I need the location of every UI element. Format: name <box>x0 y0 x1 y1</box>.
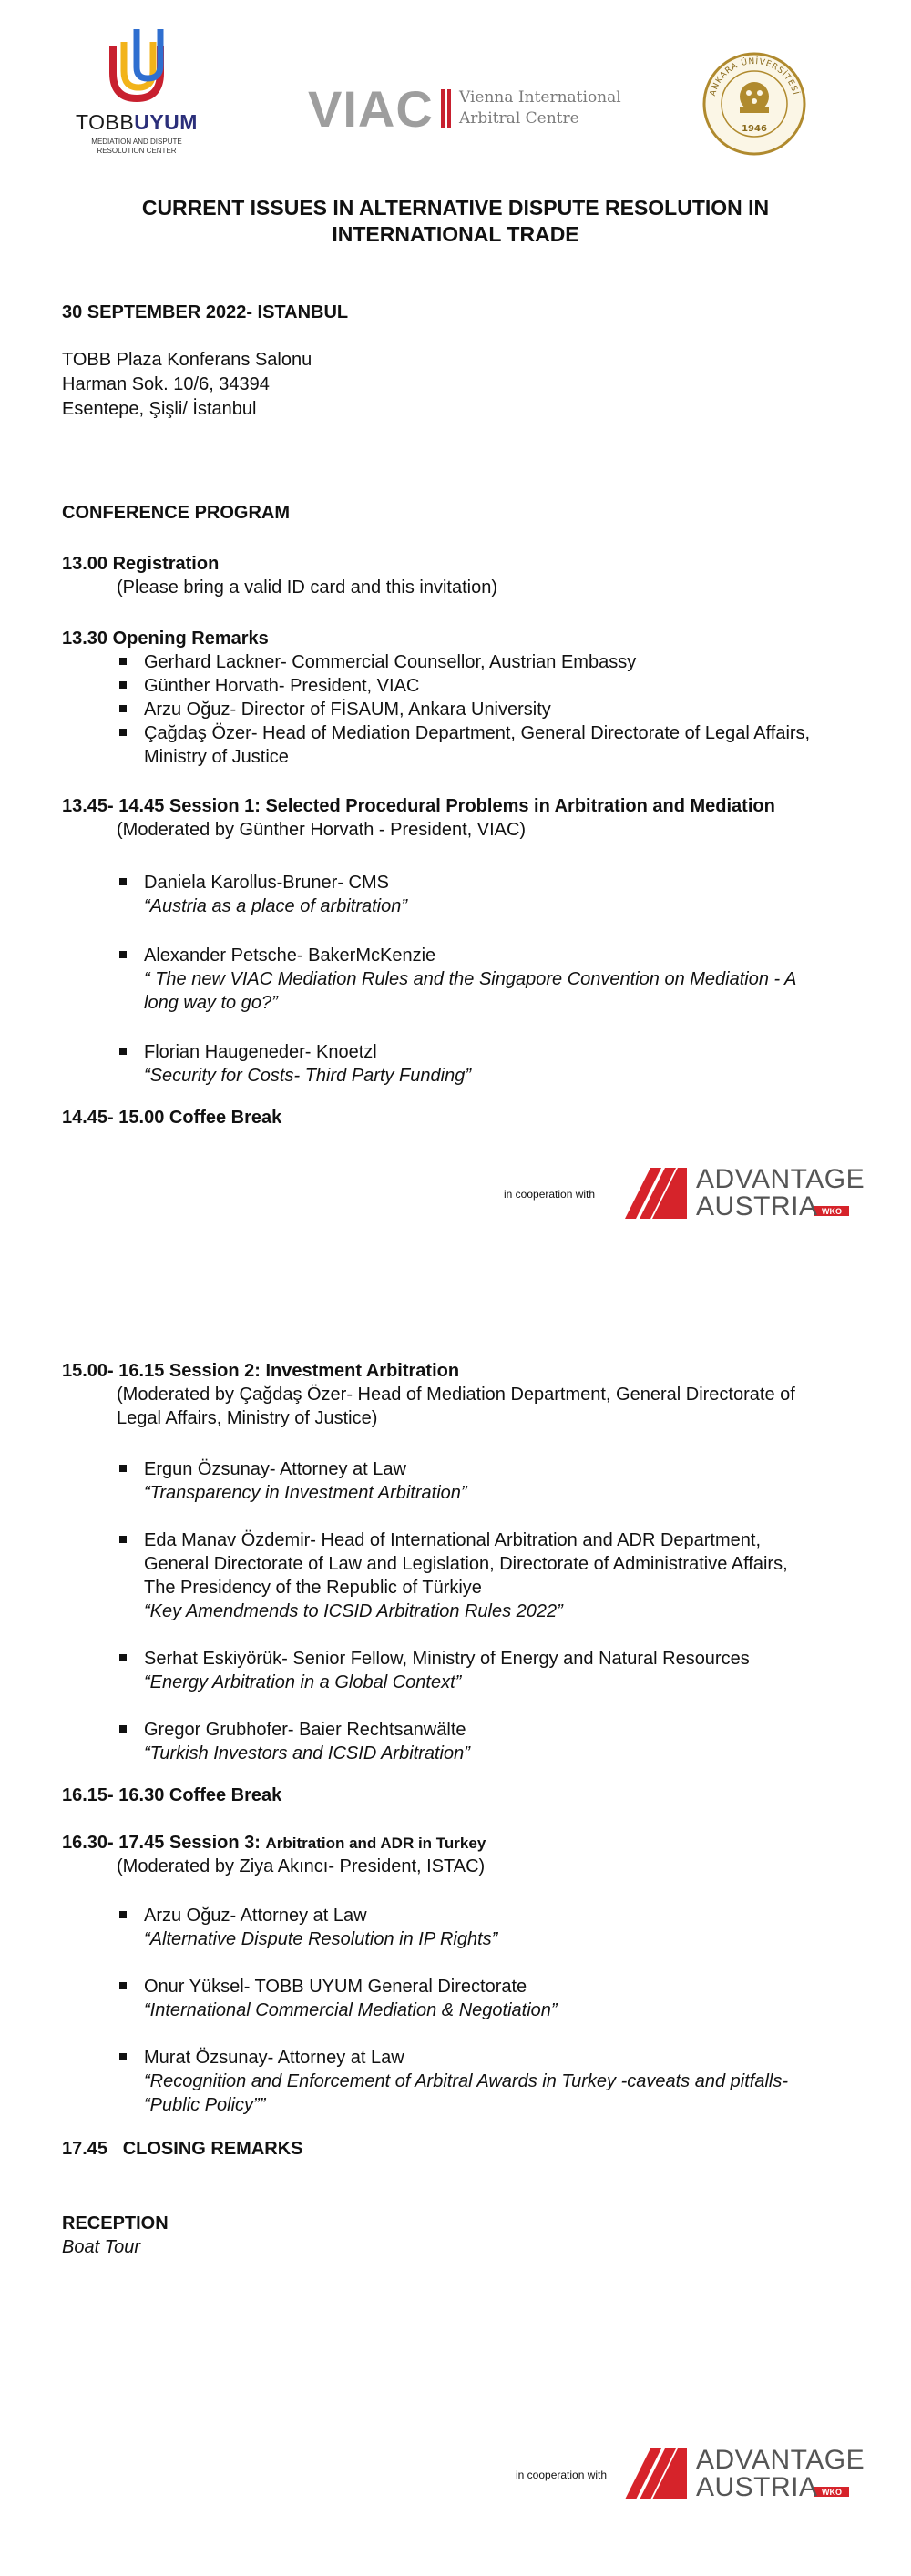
opening-speaker: Gerhard Lackner- Commercial Counsellor, Austrian Embassy <box>144 652 637 672</box>
speaker-name: Arzu Oğuz- Attorney at Law <box>144 1906 367 1926</box>
talk-title-continued: long way to go?” <box>144 993 278 1013</box>
session1-moderator: (Moderated by Günther Horvath - President, VIAC) <box>117 820 527 840</box>
advantage-austria-logo <box>625 2445 865 2503</box>
bullet <box>119 2053 127 2060</box>
bullet <box>119 1982 127 1989</box>
svg-text:WKO: WKO <box>822 1207 842 1216</box>
advantage-line-2: AUSTRIA <box>696 1191 818 1222</box>
tobb-uyum-subtitle: MEDIATION AND DISPUTE RESOLUTION CENTER <box>91 138 182 155</box>
bullet <box>119 878 127 885</box>
venue-line-1: TOBB Plaza Konferans Salonu <box>62 350 312 370</box>
session3-speaker <box>144 2046 818 2117</box>
talk-title: “ The new VIAC Mediation Rules and the Singapore Convention on Mediation - A <box>144 969 797 989</box>
session3-speaker <box>144 1904 818 1951</box>
bullet <box>119 1725 127 1733</box>
bullet <box>119 951 127 958</box>
bullet <box>119 1654 127 1661</box>
registration-note: (Please bring a valid ID card and this invitation) <box>117 578 497 598</box>
coffee-break-1: 14.45- 15.00 Coffee Break <box>62 1108 282 1128</box>
speaker-name: Daniela Karollus-Bruner- CMS <box>144 873 389 893</box>
session1-speaker <box>144 871 818 918</box>
speaker-name: Serhat Eskiyörük- Senior Fellow, Ministry of Energy and Natural Resources <box>144 1649 750 1669</box>
session1-speaker <box>144 944 818 1015</box>
reception-heading: RECEPTION <box>62 2213 169 2234</box>
session3-moderator: (Moderated by Ziya Akıncı- President, ISTAC) <box>117 1856 486 1876</box>
talk-title: “International Commercial Mediation & Negotiation” <box>144 2000 558 2020</box>
registration-title: 13.00 Registration <box>62 554 220 574</box>
moderator-line-2: Legal Affairs, Ministry of Justice) <box>117 1408 378 1428</box>
advantage-austria-logo <box>625 1164 865 1222</box>
talk-title-continued: “Public Policy”” <box>144 2095 266 2115</box>
reception-detail: Boat Tour <box>62 2237 140 2257</box>
ankara-seal-icon <box>701 51 807 157</box>
talk-title: “Key Amendmends to ICSID Arbitration Rules 2022” <box>144 1601 563 1621</box>
speaker-name: Eda Manav Özdemir- Head of International Arbitration and ADR Department, <box>144 1530 762 1550</box>
venue-address <box>62 348 312 422</box>
event-date: 30 SEPTEMBER 2022- ISTANBUL <box>62 302 349 322</box>
opening-speaker: Günther Horvath- President, VIAC <box>144 676 420 696</box>
session2-moderator <box>117 1383 795 1430</box>
talk-title: “Energy Arbitration in a Global Context” <box>144 1672 462 1692</box>
talk-title: “Alternative Dispute Resolution in IP Rights” <box>144 1929 498 1949</box>
talk-title: “Turkish Investors and ICSID Arbitration” <box>144 1743 470 1763</box>
speaker-name: Ergun Özsunay- Attorney at Law <box>144 1459 406 1479</box>
viac-bars-icon <box>441 89 452 128</box>
session2-speaker <box>144 1457 818 1505</box>
bullet <box>119 1911 127 1918</box>
session2-speaker <box>144 1647 818 1694</box>
speaker-name: Murat Özsunay- Attorney at Law <box>144 2048 404 2068</box>
advantage-line-2: AUSTRIA <box>696 2472 818 2502</box>
advantage-line-1: ADVANTAGE <box>696 1164 865 1194</box>
title-line-1: CURRENT ISSUES IN ALTERNATIVE DISPUTE RESOLUTION IN <box>141 196 770 220</box>
svg-text:1946: 1946 <box>742 124 767 134</box>
session3-topic: Arbitration and ADR in Turkey <box>265 1835 486 1852</box>
opening-speaker-continued: Ministry of Justice <box>144 747 289 767</box>
session3-title <box>62 1831 486 1855</box>
tobb-uyum-wordmark: TOBBUYUM <box>76 110 198 134</box>
speaker-name: Alexander Petsche- BakerMcKenzie <box>144 946 436 966</box>
tobb-uyum-emblem-icon <box>73 26 200 109</box>
moderator-line-1: (Moderated by Çağdaş Özer- Head of Mediation Department, General Directorate of <box>117 1385 795 1405</box>
talk-title: “Austria as a place of arbitration” <box>144 896 408 916</box>
svg-text:WKO: WKO <box>822 2488 842 2497</box>
closing-remarks: 17.45 CLOSING REMARKS <box>62 2139 303 2159</box>
bullet <box>119 705 127 712</box>
viac-logo <box>308 80 622 138</box>
ankara-university-seal <box>701 51 807 157</box>
talk-title: “Recognition and Enforcement of Arbitral Awards in Turkey -caveats and pitfalls- <box>144 2071 788 2091</box>
session1-speaker <box>144 1040 818 1088</box>
title-line-2: INTERNATIONAL TRADE <box>332 222 579 246</box>
session2-title: 15.00- 16.15 Session 2: Investment Arbitration <box>62 1361 460 1381</box>
cooperation-label: in cooperation with <box>516 2469 608 2481</box>
speaker-name-continued: General Directorate of Law and Legislation, Directorate of Administrative Affairs, <box>144 1554 788 1574</box>
speaker-name-continued: The Presidency of the Republic of Türkiye <box>144 1578 482 1598</box>
session1-title: 13.45- 14.45 Session 1: Selected Procedural Problems in Arbitration and Mediation <box>62 796 775 816</box>
session3-time: 16.30- 17.45 Session 3: <box>62 1833 261 1853</box>
bullet <box>119 729 127 736</box>
program-heading: CONFERENCE PROGRAM <box>62 503 291 523</box>
venue-line-3: Esentepe, Şişli/ İstanbul <box>62 399 257 419</box>
document-title <box>91 195 820 248</box>
speaker-name: Florian Haugeneder- Knoetzl <box>144 1042 377 1062</box>
bullet <box>119 1465 127 1472</box>
cooperation-label: in cooperation with <box>504 1188 596 1201</box>
coffee-break-2: 16.15- 16.30 Coffee Break <box>62 1785 282 1805</box>
session2-speaker <box>144 1528 818 1623</box>
session2-speaker <box>144 1718 818 1765</box>
speaker-name: Onur Yüksel- TOBB UYUM General Directorate <box>144 1977 527 1997</box>
viac-wordmark: VIAC <box>308 80 434 138</box>
svg-text:ANKARA ÜNİVERSİTESİ: ANKARA ÜNİVERSİTESİ <box>708 56 800 97</box>
talk-title: “Transparency in Investment Arbitration” <box>144 1483 467 1503</box>
bullet <box>119 1048 127 1055</box>
talk-title: “Security for Costs- Third Party Funding” <box>144 1066 471 1086</box>
venue-line-2: Harman Sok. 10/6, 34394 <box>62 374 270 394</box>
viac-fullname: Vienna International Arbitral Centre <box>459 88 621 128</box>
opening-speaker: Çağdaş Özer- Head of Mediation Department, General Directorate of Legal Affairs, <box>144 723 811 743</box>
bullet <box>119 1536 127 1543</box>
opening-title: 13.30 Opening Remarks <box>62 629 269 649</box>
advantage-line-1: ADVANTAGE <box>696 2445 865 2475</box>
session3-speaker <box>144 1975 818 2022</box>
bullet <box>119 681 127 689</box>
speaker-name: Gregor Grubhofer- Baier Rechtsanwälte <box>144 1720 466 1740</box>
opening-speaker: Arzu Oğuz- Director of FİSAUM, Ankara University <box>144 700 551 720</box>
bullet <box>119 658 127 665</box>
tobb-uyum-logo <box>73 26 200 158</box>
